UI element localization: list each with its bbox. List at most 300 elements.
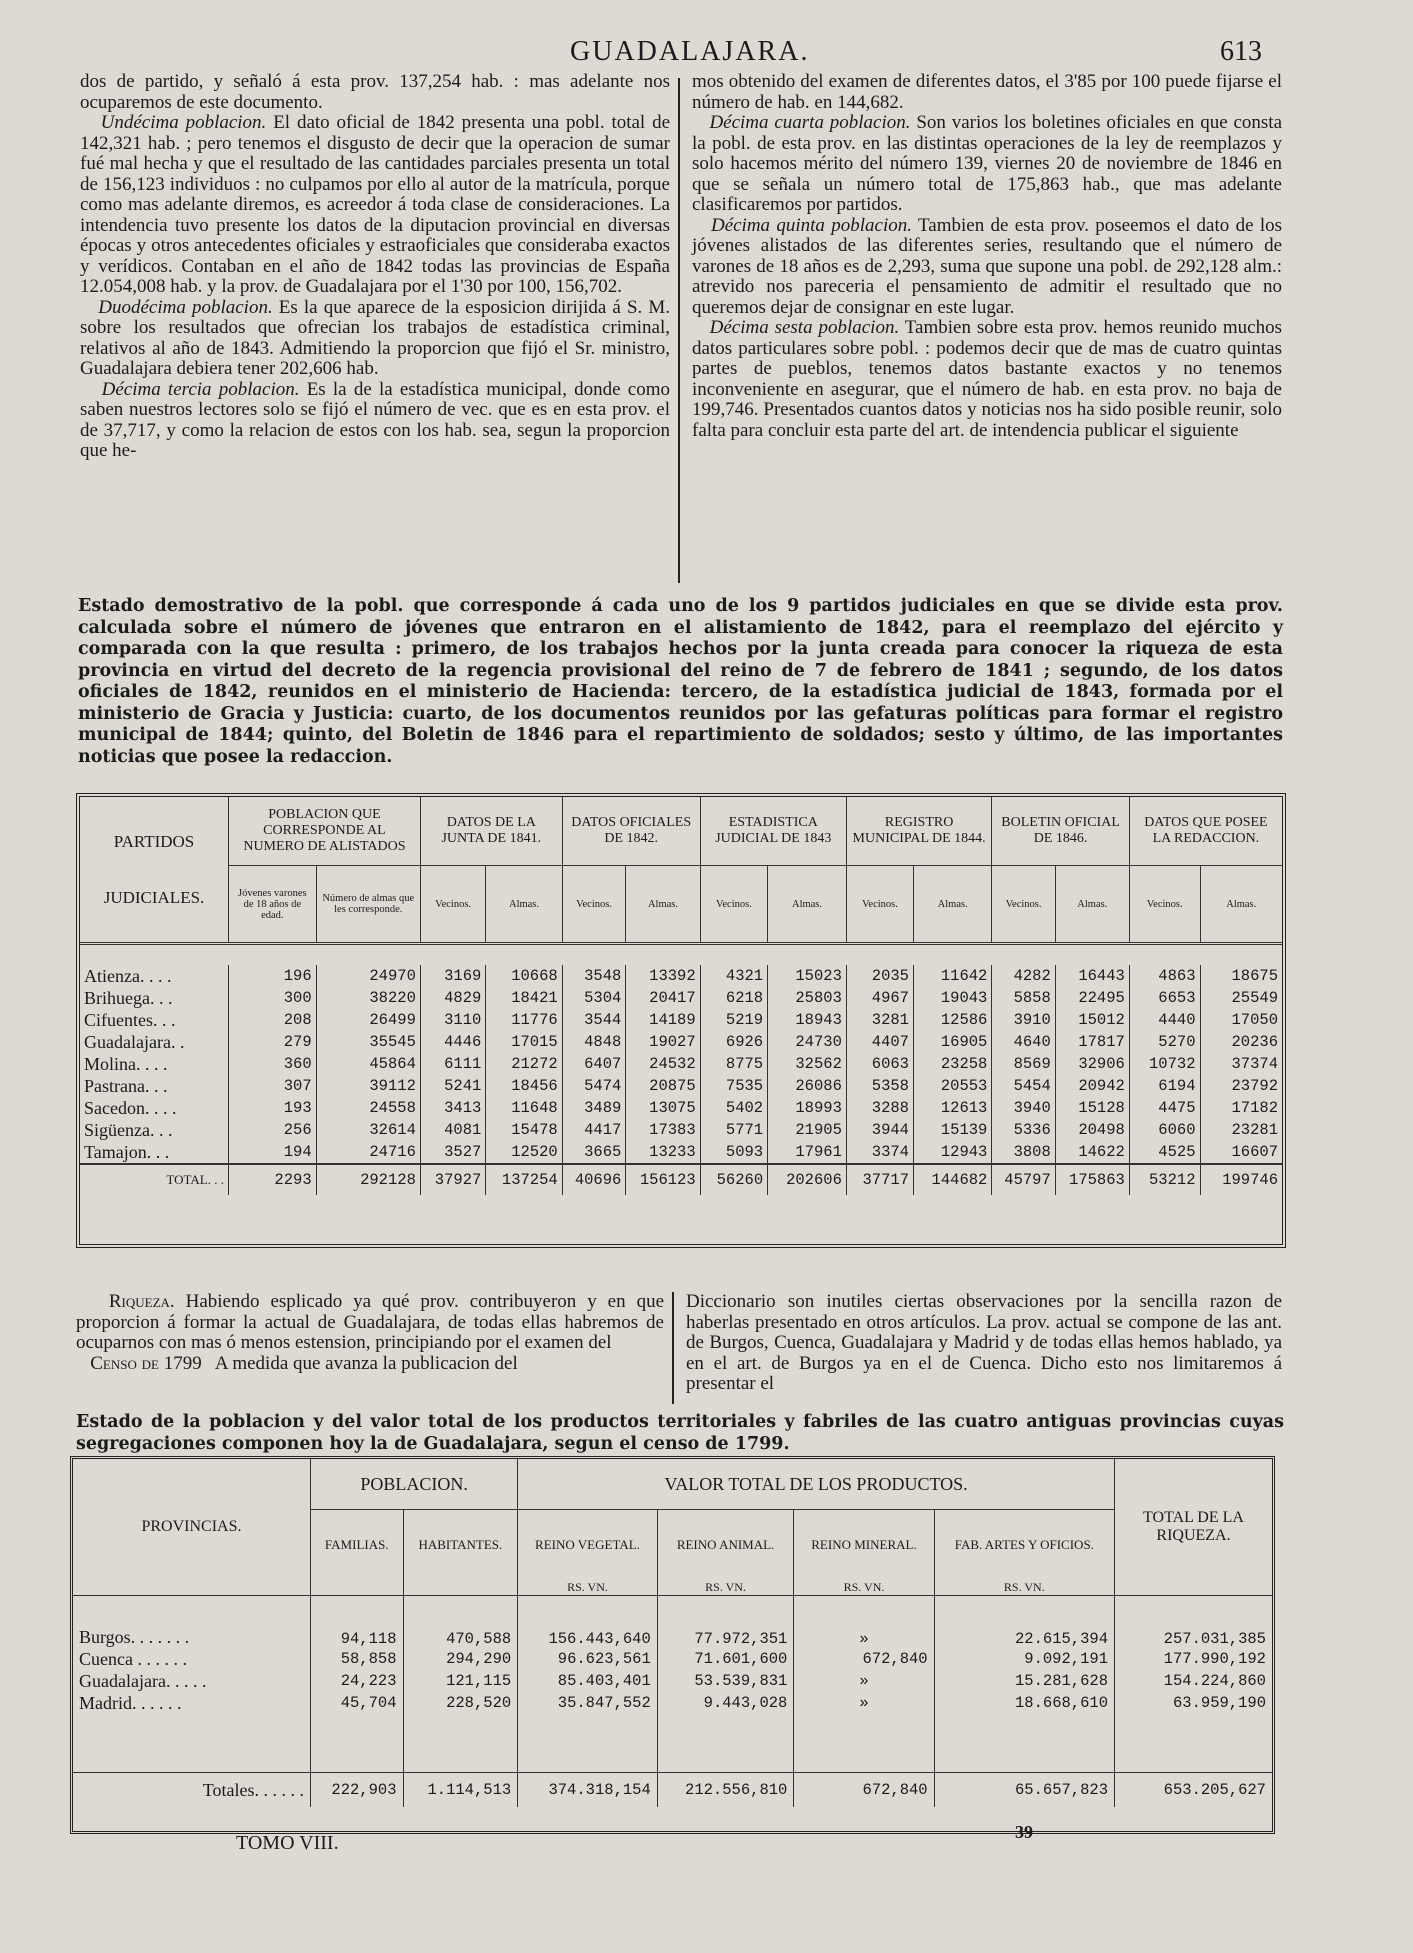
column-divider bbox=[672, 1292, 674, 1404]
blank-cell bbox=[518, 1714, 658, 1773]
table-cell: 17817 bbox=[1055, 1031, 1129, 1053]
subheader: HABITANTES. bbox=[403, 1510, 518, 1581]
subheader: Almas. bbox=[626, 866, 700, 944]
table-cell: 6407 bbox=[562, 1053, 626, 1075]
table-cell: 22495 bbox=[1055, 987, 1129, 1009]
total-label: Totales. . . . . . bbox=[73, 1773, 311, 1808]
total-cell: 40696 bbox=[562, 1164, 626, 1195]
table-cell: 5093 bbox=[700, 1141, 767, 1164]
table-cell: 20942 bbox=[1055, 1075, 1129, 1097]
riqueza-table bbox=[73, 1459, 1272, 1807]
table-cell: 20875 bbox=[626, 1075, 700, 1097]
total-cell: 1.114,513 bbox=[403, 1773, 518, 1808]
table-cell: 470,588 bbox=[403, 1596, 518, 1649]
table-cell: 18943 bbox=[768, 1009, 847, 1031]
table-cell: 6060 bbox=[1129, 1119, 1200, 1141]
table-cell: 4475 bbox=[1129, 1097, 1200, 1119]
table-cell: 22.615,394 bbox=[934, 1596, 1114, 1649]
table-cell: 17182 bbox=[1231, 1099, 1278, 1117]
paragraph-text: Habiendo esplicado ya qué prov. contribuyeron y en que proporcion á formar la actual de Guadalajara, de todas ellas habremos de ocuparnos con mas ó menos estension, principiando por el examen del bbox=[76, 1291, 665, 1353]
total-label: TOTAL. . . bbox=[80, 1164, 229, 1195]
table-cell: 24730 bbox=[768, 1031, 847, 1053]
table-cell: 193 bbox=[229, 1097, 317, 1119]
table-cell: 19043 bbox=[914, 987, 992, 1009]
table-row bbox=[80, 1119, 1282, 1141]
table-row bbox=[73, 1670, 1272, 1692]
table-cell: 77.972,351 bbox=[657, 1596, 794, 1649]
group-header: DATOS OFICIALES DE 1842. bbox=[562, 797, 700, 866]
table-cell: 8569 bbox=[992, 1053, 1055, 1075]
table-cell: 3910 bbox=[992, 1009, 1055, 1031]
table-cell: 25549 bbox=[1231, 989, 1278, 1007]
table-cell: 25803 bbox=[768, 987, 847, 1009]
subheader: Almas. bbox=[768, 866, 847, 944]
paragraph: dos de partido, y señaló á esta prov. 137,254 hab. : mas adelante nos ocuparemos de este documento. bbox=[80, 71, 670, 113]
running-title: GUADALAJARA. bbox=[570, 36, 810, 67]
table-cell: » bbox=[794, 1596, 934, 1649]
table-cell: 3940 bbox=[992, 1097, 1055, 1119]
subheader: Vecinos. bbox=[420, 866, 485, 944]
table-cell: 19027 bbox=[626, 1031, 700, 1053]
table-row bbox=[80, 1009, 1282, 1031]
paragraph-text: Tambien sobre esta prov. hemos reunido muchos datos particulares sobre pobl. : podemos decir que de mas de cuatro quintas partes de pueblos, tenemos datos bastante exactos y no tenemos inconveniente en asegurar, que el número de hab. en esta prov. no baja de 199,746. Presentados cuantos datos y noticias nos ha sido posible reunir, solo falta para concluir esta parte del art. de intendencia publicar el siguiente bbox=[692, 317, 1282, 441]
subheader: Almas. bbox=[1200, 866, 1282, 944]
table-cell: 257.031,385 bbox=[1163, 1630, 1266, 1648]
paragraph-text: El dato oficial de 1842 presenta una pobl. total de 142,321 hab. ; pero tenemos el disgusto de decir que la operacion de sumar fué mal hecha y que el resultado de las cantidades parciales presenta un total de 156,123 individuos : no culpamos por ello al autor de la matrícula, porque como mas adelante diremos, es acreedor á toda clase de consideraciones. La intendencia tuvo presente los datos de la diputacion provincial en diversas épocas y otros antecedentes oficiales y estraoficiales que consideraba exactos y verídicos. Contaban en el año de 1842 todas las provincias de España 12.054,008 hab. y la prov. de Guadalajara por el 1'30 por 100, 156,702. bbox=[80, 112, 671, 297]
column-divider bbox=[678, 78, 680, 583]
signature-mark: 39 bbox=[1015, 1822, 1033, 1842]
total-cell: 212.556,810 bbox=[657, 1773, 794, 1808]
section-label: Duodécima poblacion. bbox=[98, 296, 273, 318]
valor-header: VALOR TOTAL DE LOS PRODUCTOS. bbox=[518, 1459, 1115, 1510]
section-label: Riqueza. bbox=[108, 1291, 175, 1312]
section-label: Censo de 1799 bbox=[90, 1352, 202, 1374]
paragraph bbox=[76, 1292, 664, 1354]
table-cell: 300 bbox=[229, 987, 317, 1009]
table-cell: 5771 bbox=[700, 1119, 767, 1141]
table-cell: 26499 bbox=[316, 1009, 420, 1031]
table-row bbox=[80, 1141, 1282, 1164]
table-cell: 256 bbox=[229, 1119, 317, 1141]
table-row bbox=[73, 1692, 1272, 1714]
table-cell: 26086 bbox=[768, 1075, 847, 1097]
table-cell: 32906 bbox=[1055, 1053, 1129, 1075]
group-header: DATOS QUE POSEE LA REDACCION. bbox=[1129, 797, 1282, 866]
table-cell: 39112 bbox=[316, 1075, 420, 1097]
table-cell: 4829 bbox=[420, 987, 485, 1009]
subheader: FAB. ARTES Y OFICIOS. bbox=[934, 1510, 1114, 1581]
table-row bbox=[80, 1031, 1282, 1053]
subheader: Almas. bbox=[914, 866, 992, 944]
subheader: REINO MINERAL. bbox=[794, 1510, 934, 1581]
table-cell: 4446 bbox=[420, 1031, 485, 1053]
table-cell: 11642 bbox=[914, 965, 992, 987]
table-cell: 4640 bbox=[992, 1031, 1055, 1053]
table-cell: 10668 bbox=[486, 965, 562, 987]
blank-cell bbox=[73, 1714, 311, 1773]
table-cell: 6063 bbox=[846, 1053, 913, 1075]
table-cell: 307 bbox=[229, 1075, 317, 1097]
total-row bbox=[73, 1773, 1272, 1808]
provincias-header: PROVINCIAS. bbox=[73, 1459, 311, 1596]
table-cell: 16443 bbox=[1055, 965, 1129, 987]
table-cell: 6111 bbox=[420, 1053, 485, 1075]
table-cell: 3544 bbox=[562, 1009, 626, 1031]
table2-title: Estado de la poblacion y del valor total de los productos territoriales y fabriles de las cuatro antiguas provincias cuyas segregaciones componen hoy la de Guadalajara, segun el censo de 1799. bbox=[76, 1412, 1284, 1454]
table-cell: 24,223 bbox=[311, 1670, 404, 1692]
table-cell: 23792 bbox=[1231, 1077, 1278, 1095]
total-cell: 202606 bbox=[768, 1164, 847, 1195]
table-cell: 35.847,552 bbox=[518, 1692, 658, 1714]
table-cell: 4081 bbox=[420, 1119, 485, 1141]
table-cell: 294,290 bbox=[403, 1648, 518, 1670]
table-cell: 3665 bbox=[562, 1141, 626, 1164]
subheader: Almas. bbox=[486, 866, 562, 944]
paragraph bbox=[80, 298, 670, 380]
table-cell: 12613 bbox=[914, 1097, 992, 1119]
blank-cell bbox=[794, 1714, 934, 1773]
table-cell: 9.443,028 bbox=[657, 1692, 794, 1714]
table-row bbox=[80, 1053, 1282, 1075]
total-cell: 156123 bbox=[626, 1164, 700, 1195]
table-cell: 18456 bbox=[486, 1075, 562, 1097]
table-cell: 15023 bbox=[768, 965, 847, 987]
table-row bbox=[80, 1075, 1282, 1097]
table-cell: » bbox=[794, 1692, 934, 1714]
total-cell: 222,903 bbox=[311, 1773, 404, 1808]
table-cell: 15.281,628 bbox=[934, 1670, 1114, 1692]
subheader: Número de almas que les corresponde. bbox=[316, 866, 420, 944]
group-header: REGISTRO MUNICIPAL DE 1844. bbox=[846, 797, 991, 866]
table-cell: 18421 bbox=[486, 987, 562, 1009]
table-cell: 45,704 bbox=[311, 1692, 404, 1714]
total-cell: 199746 bbox=[1200, 1164, 1282, 1195]
section-label: Undécima poblacion. bbox=[100, 112, 267, 133]
population-table bbox=[80, 797, 1282, 1195]
paragraph-text: Tambien de esta prov. poseemos el dato de los jóvenes alistados de las diferentes series, resultando que el número de varones de 18 años es de 2,293, suma que supone una pobl. de 292,128 alm.: atrevido nos pareceria el pensamiento de admitir el resultado que no queremos dejar de consignar en este lugar. bbox=[692, 214, 1283, 318]
table-cell: 3281 bbox=[846, 1009, 913, 1031]
table-cell: 71.601,600 bbox=[657, 1648, 794, 1670]
table-cell: 21272 bbox=[486, 1053, 562, 1075]
table-cell: 5304 bbox=[562, 987, 626, 1009]
table-cell: 53.539,831 bbox=[657, 1670, 794, 1692]
partido-name: Guadalajara. . bbox=[80, 1031, 229, 1053]
table-cell: 32562 bbox=[768, 1053, 847, 1075]
paragraph: Diccionario son inutiles ciertas observaciones por la sencilla razon de haberlas presentado en otros artículos. La prov. actual se compone de las ant. de Burgos, Cuenca, Guadalajara y Madrid y de todas ellas hemos hablado, ya en el art. de Burgos ya en el de Cuenca. Dicho esto nos limitaremos á presentar el bbox=[686, 1291, 1282, 1394]
table2-frame bbox=[70, 1456, 1275, 1834]
provincia-name: Guadalajara. . . . . bbox=[73, 1670, 311, 1692]
table-cell: 15139 bbox=[914, 1119, 992, 1141]
table-cell: 177.990,192 bbox=[1163, 1650, 1266, 1668]
table-cell: 154.224,860 bbox=[1163, 1672, 1266, 1690]
table-row bbox=[80, 965, 1282, 987]
table1-body bbox=[80, 965, 1282, 1164]
subheader: Vecinos. bbox=[562, 866, 626, 944]
blank-cell bbox=[403, 1714, 518, 1773]
blank-cell bbox=[1115, 1714, 1273, 1773]
lower-left-column bbox=[76, 1292, 664, 1374]
table-cell: 45864 bbox=[316, 1053, 420, 1075]
table-cell: 279 bbox=[229, 1031, 317, 1053]
table-cell: 12520 bbox=[486, 1141, 562, 1164]
table-cell: 3110 bbox=[420, 1009, 485, 1031]
unit-label: RS. VN. bbox=[518, 1580, 658, 1596]
table-cell: 32614 bbox=[316, 1119, 420, 1141]
table-cell: 3169 bbox=[420, 965, 485, 987]
subheader: Vecinos. bbox=[846, 866, 913, 944]
table-cell: 12586 bbox=[914, 1009, 992, 1031]
table-cell: 14622 bbox=[1055, 1141, 1129, 1164]
subheader: FAMILIAS. bbox=[311, 1510, 404, 1581]
total-cell: 45797 bbox=[992, 1164, 1055, 1195]
table-cell: 3808 bbox=[992, 1141, 1055, 1164]
partido-name: Atienza. . . . bbox=[80, 965, 229, 987]
total-cell: 65.657,823 bbox=[934, 1773, 1114, 1808]
table-cell: 38220 bbox=[316, 987, 420, 1009]
subheader: REINO ANIMAL. bbox=[657, 1510, 794, 1581]
table-cell: 94,118 bbox=[311, 1596, 404, 1649]
group-header: POBLACION QUE CORRESPONDE AL NUMERO DE ALISTADOS bbox=[229, 797, 421, 866]
table-cell: 12943 bbox=[914, 1141, 992, 1164]
table-cell: 13233 bbox=[626, 1141, 700, 1164]
table-cell: 5454 bbox=[992, 1075, 1055, 1097]
group-header: DATOS DE LA JUNTA DE 1841. bbox=[420, 797, 562, 866]
table-cell: 24716 bbox=[316, 1141, 420, 1164]
unit-label: RS. VN. bbox=[657, 1580, 794, 1596]
total-cell: 53212 bbox=[1129, 1164, 1200, 1195]
total-cell: 56260 bbox=[700, 1164, 767, 1195]
total-cell: 175863 bbox=[1055, 1164, 1129, 1195]
table-cell: 4417 bbox=[562, 1119, 626, 1141]
subheader: Almas. bbox=[1055, 866, 1129, 944]
table-cell: 5241 bbox=[420, 1075, 485, 1097]
table-cell: 15012 bbox=[1055, 1009, 1129, 1031]
table-row bbox=[73, 1648, 1272, 1670]
table-cell: 14189 bbox=[626, 1009, 700, 1031]
table-cell: 3413 bbox=[420, 1097, 485, 1119]
section-label: Décima cuarta poblacion. bbox=[709, 112, 911, 133]
lower-right-column bbox=[686, 1292, 1282, 1395]
table-cell: 4282 bbox=[992, 965, 1055, 987]
table-cell: 35545 bbox=[316, 1031, 420, 1053]
table-cell: 5402 bbox=[700, 1097, 767, 1119]
total-cell: 2293 bbox=[229, 1164, 317, 1195]
table-cell: 17050 bbox=[1231, 1011, 1278, 1029]
partido-name: Sacedon. . . . bbox=[80, 1097, 229, 1119]
table-cell: 15478 bbox=[486, 1119, 562, 1141]
total-cell: 672,840 bbox=[794, 1773, 934, 1808]
total-cell: 37717 bbox=[846, 1164, 913, 1195]
spacer-row bbox=[73, 1714, 1272, 1773]
table-subheader-row bbox=[80, 866, 1282, 944]
table-row bbox=[80, 1097, 1282, 1119]
table-cell: 4525 bbox=[1129, 1141, 1200, 1164]
table-cell: 3527 bbox=[420, 1141, 485, 1164]
table-cell: 96.623,561 bbox=[518, 1648, 658, 1670]
total-cell: 144682 bbox=[914, 1164, 992, 1195]
subheader: Vecinos. bbox=[700, 866, 767, 944]
table-cell: 121,115 bbox=[403, 1670, 518, 1692]
blank-cell bbox=[311, 1714, 404, 1773]
table-cell: 24558 bbox=[316, 1097, 420, 1119]
subheader: REINO VEGETAL. bbox=[518, 1510, 658, 1581]
table-cell: 8775 bbox=[700, 1053, 767, 1075]
section-label: Décima sesta poblacion. bbox=[709, 317, 900, 338]
total-cell: 292128 bbox=[316, 1164, 420, 1195]
table-cell: 11776 bbox=[486, 1009, 562, 1031]
table-cell: 85.403,401 bbox=[518, 1670, 658, 1692]
provincia-name: Cuenca . . . . . . bbox=[73, 1648, 311, 1670]
table-cell: 20236 bbox=[1231, 1033, 1278, 1051]
table-cell: 63.959,190 bbox=[1172, 1694, 1266, 1712]
table-cell: 6926 bbox=[700, 1031, 767, 1053]
table-cell: 4863 bbox=[1129, 965, 1200, 987]
table-cell: 194 bbox=[229, 1141, 317, 1164]
table1-title: Estado demostrativo de la pobl. que corresponde á cada uno de los 9 partidos judiciales en que se divide esta prov. calculada sobre el número de jóvenes que entraron en el alistamiento de 1842, para el reemplazo del ejército y comparada con la que resulta : primero, de los trabajos hechos por la junta creada para conocer la riqueza de esta provincia en virtud del decreto de la regencia provisional del reino de 7 de febrero de 1841 ; segundo, de los datos oficiales de 1842, reunidos en el ministerio de Hacienda: tercero, de la estadística judicial de 1843, formada por el ministerio de Gracia y Justicia: cuarto, de los documentos reunidos por las gefaturas políticas para formar el registro municipal de 1844; quinto, del Boletin de 1846 para el repartimiento de soldados; sesto y último, de las importantes noticias que posee la redaccion. bbox=[78, 596, 1283, 767]
section-label: Décima quinta poblacion. bbox=[710, 214, 912, 236]
total-row bbox=[80, 1164, 1282, 1195]
paragraph-text: Son varios los boletines oficiales en que consta la pobl. de esta prov. en las distintas operaciones de la ley de reemplazos y solo hacemos mérito del número 139, viernes 20 de noviembre de 1846 en que se señala un número total de 175,863 hab., que mas adelante clasificaremos por partidos. bbox=[692, 112, 1283, 215]
section-label: Décima tercia poblacion. bbox=[101, 378, 300, 400]
table-cell: 3288 bbox=[846, 1097, 913, 1119]
volume-label: TOMO VIII. bbox=[236, 1832, 339, 1854]
table-cell: 4440 bbox=[1129, 1009, 1200, 1031]
unit-label: RS. VN. bbox=[934, 1580, 1114, 1596]
total-header: TOTAL DE LA RIQUEZA. bbox=[1115, 1459, 1273, 1596]
table-cell: 17961 bbox=[768, 1141, 847, 1164]
table-row bbox=[73, 1596, 1272, 1649]
table-cell: 4407 bbox=[846, 1031, 913, 1053]
table-cell: 37374 bbox=[1231, 1055, 1278, 1073]
paragraph-text: Es la que aparece de la esposicion dirijida á S. M. sobre los resultados que ofrecian los trabajos de estadística criminal, relativos al año de 1843. Admitiendo la proporcion que fijó el Sr. ministro, Guadalajara debiera tener 202,606 hab. bbox=[80, 296, 670, 379]
table-cell: 20553 bbox=[914, 1075, 992, 1097]
table-header-row bbox=[80, 797, 1282, 866]
paragraph bbox=[80, 380, 670, 462]
table-cell: 360 bbox=[229, 1053, 317, 1075]
table-cell: 16607 bbox=[1231, 1143, 1278, 1161]
total-cell: 137254 bbox=[486, 1164, 562, 1195]
subheader: Vecinos. bbox=[992, 866, 1055, 944]
table-cell: 13075 bbox=[626, 1097, 700, 1119]
paragraph-text: A medida que avanza la publicacion del bbox=[214, 1352, 518, 1374]
provincia-name: Burgos. . . . . . . bbox=[73, 1596, 311, 1649]
table-cell: 15128 bbox=[1055, 1097, 1129, 1119]
paragraph bbox=[692, 318, 1282, 441]
spacer bbox=[80, 944, 1282, 966]
table-cell: 24970 bbox=[316, 965, 420, 987]
blank-cell bbox=[934, 1714, 1114, 1773]
blank-cell bbox=[403, 1580, 518, 1596]
blank-cell bbox=[311, 1580, 404, 1596]
table-cell: 3374 bbox=[846, 1141, 913, 1164]
table-cell: 24532 bbox=[626, 1053, 700, 1075]
table-cell: 6218 bbox=[700, 987, 767, 1009]
table-cell: » bbox=[794, 1670, 934, 1692]
table-cell: 21905 bbox=[768, 1119, 847, 1141]
total-cell: 653.205,627 bbox=[1115, 1773, 1273, 1808]
page-header bbox=[0, 36, 1413, 72]
table-cell: 6194 bbox=[1129, 1075, 1200, 1097]
table-header-row bbox=[73, 1459, 1272, 1510]
table-cell: 4848 bbox=[562, 1031, 626, 1053]
paragraph bbox=[76, 1354, 664, 1375]
partido-name: Cifuentes. . . bbox=[80, 1009, 229, 1031]
right-column bbox=[692, 72, 1282, 441]
paragraph bbox=[80, 113, 670, 298]
total-cell: 37927 bbox=[420, 1164, 485, 1195]
subheader: Vecinos. bbox=[1129, 866, 1200, 944]
table-cell: 18675 bbox=[1231, 967, 1278, 985]
table-cell: 11648 bbox=[486, 1097, 562, 1119]
partido-name: Tamajon. . . bbox=[80, 1141, 229, 1164]
table-cell: 10732 bbox=[1129, 1053, 1200, 1075]
left-column bbox=[80, 72, 670, 462]
table-row bbox=[80, 987, 1282, 1009]
table-cell: 23281 bbox=[1231, 1121, 1278, 1139]
provincia-name: Madrid. . . . . . bbox=[73, 1692, 311, 1714]
table-cell: 9.092,191 bbox=[934, 1648, 1114, 1670]
table-cell: 7535 bbox=[700, 1075, 767, 1097]
table-cell: 18993 bbox=[768, 1097, 847, 1119]
table-cell: 208 bbox=[229, 1009, 317, 1031]
table-cell: 23258 bbox=[914, 1053, 992, 1075]
table-cell: 18.668,610 bbox=[934, 1692, 1114, 1714]
partido-name: Pastrana. . . bbox=[80, 1075, 229, 1097]
table-cell: 3944 bbox=[846, 1119, 913, 1141]
table-cell: 4967 bbox=[846, 987, 913, 1009]
table-cell: 5358 bbox=[846, 1075, 913, 1097]
partidos-header: PARTIDOS JUDICIALES. bbox=[80, 797, 229, 944]
subheader: Jóvenes varones de 18 años de edad. bbox=[229, 866, 317, 944]
table1-frame bbox=[76, 793, 1286, 1248]
table-cell: 20417 bbox=[626, 987, 700, 1009]
partido-name: Brihuega. . . bbox=[80, 987, 229, 1009]
partido-name: Molina. . . . bbox=[80, 1053, 229, 1075]
table-cell: 16905 bbox=[914, 1031, 992, 1053]
table-cell: 5474 bbox=[562, 1075, 626, 1097]
table-cell: 5858 bbox=[992, 987, 1055, 1009]
table-cell: 13392 bbox=[626, 965, 700, 987]
table2-body bbox=[73, 1596, 1272, 1773]
blank-cell bbox=[657, 1714, 794, 1773]
unit-label: RS. VN. bbox=[794, 1580, 934, 1596]
table-cell: 156.443,640 bbox=[518, 1596, 658, 1649]
table-cell: 17015 bbox=[486, 1031, 562, 1053]
paragraph: mos obtenido del examen de diferentes datos, el 3'85 por 100 puede fijarse el número de hab. en 144,682. bbox=[692, 71, 1282, 113]
table-cell: 5336 bbox=[992, 1119, 1055, 1141]
paragraph-text: Es la de la estadística municipal, donde como saben nuestros lectores solo se fijó el número de vec. que es en esta prov. el de 37,717, y como la relacion de estos con los hab. sea, segun la proporcion que he- bbox=[80, 378, 671, 461]
table-cell: 3489 bbox=[562, 1097, 626, 1119]
table-cell: 4321 bbox=[700, 965, 767, 987]
table-cell: 20498 bbox=[1055, 1119, 1129, 1141]
table-cell: 196 bbox=[229, 965, 317, 987]
table-cell: 672,840 bbox=[794, 1648, 934, 1670]
table-cell: 228,520 bbox=[403, 1692, 518, 1714]
group-header: BOLETIN OFICIAL DE 1846. bbox=[992, 797, 1129, 866]
poblacion-header: POBLACION. bbox=[311, 1459, 518, 1510]
table-cell: 5219 bbox=[700, 1009, 767, 1031]
table-cell: 6653 bbox=[1129, 987, 1200, 1009]
paragraph bbox=[692, 216, 1282, 319]
table-cell: 2035 bbox=[846, 965, 913, 987]
table-cell: 58,858 bbox=[311, 1648, 404, 1670]
paragraph bbox=[692, 113, 1282, 216]
partido-name: Sigüenza. . . bbox=[80, 1119, 229, 1141]
table-cell: 5270 bbox=[1129, 1031, 1200, 1053]
group-header: ESTADISTICA JUDICIAL DE 1843 bbox=[700, 797, 846, 866]
table-cell: 17383 bbox=[626, 1119, 700, 1141]
page-number: 613 bbox=[1220, 36, 1262, 67]
